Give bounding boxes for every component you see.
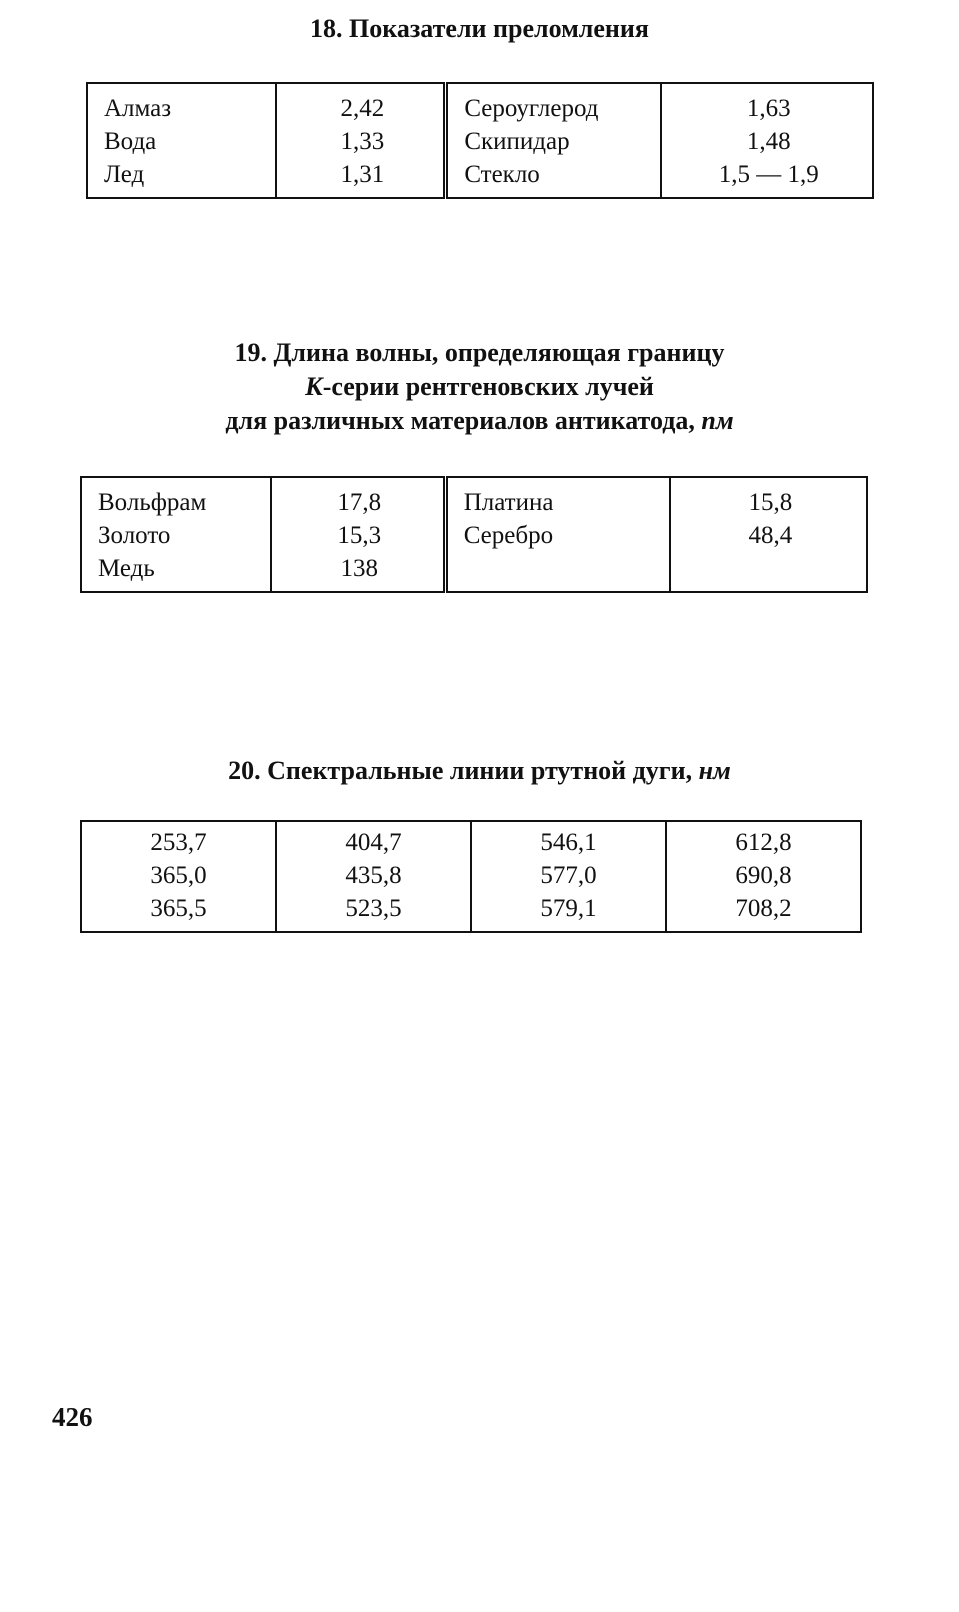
title-text: -серии рентгеновских лучей xyxy=(322,372,654,401)
value: 1,31 xyxy=(340,161,385,188)
wavelength-column xyxy=(276,821,471,932)
material-name: Скипидар xyxy=(464,128,570,155)
page-number: 426 xyxy=(52,1402,93,1432)
value: 690,8 xyxy=(735,862,792,889)
value: 138 xyxy=(340,555,378,582)
value: 1,33 xyxy=(340,128,385,155)
value: 579,1 xyxy=(540,895,597,922)
title-line xyxy=(0,754,959,788)
material-cell xyxy=(445,477,669,592)
material-name: Вода xyxy=(104,128,157,155)
table-18-title: 18. Показатели преломления xyxy=(310,14,649,43)
value: 523,5 xyxy=(345,895,402,922)
title-text: для различных материалов антикатода, xyxy=(225,406,702,435)
value: 1,5 — 1,9 xyxy=(718,161,819,188)
title-line xyxy=(0,404,959,438)
value: 17,8 xyxy=(337,489,382,516)
value: 1,48 xyxy=(746,128,791,155)
table-row xyxy=(81,477,867,592)
value: 1,63 xyxy=(746,95,791,122)
table-19-title xyxy=(0,336,959,438)
table-row xyxy=(81,821,861,932)
table-row xyxy=(87,83,873,198)
mercury-spectral-lines-table xyxy=(80,820,862,933)
value-cell xyxy=(271,477,445,592)
title-line xyxy=(0,370,959,404)
unit-label: нм xyxy=(698,756,731,785)
value: 15,3 xyxy=(337,522,382,549)
wavelength-column xyxy=(81,821,276,932)
wavelength-column xyxy=(666,821,861,932)
title-text: 20. Спектральные линии ртутной дуги, xyxy=(228,756,699,785)
material-name: Вольфрам xyxy=(98,489,207,516)
material-cell xyxy=(446,83,661,198)
material-name: Золото xyxy=(98,522,171,549)
material-cell xyxy=(81,477,271,592)
value: 365,0 xyxy=(150,862,207,889)
value: 365,5 xyxy=(150,895,207,922)
value-cell xyxy=(670,477,867,592)
value: 253,7 xyxy=(150,829,207,856)
value: 435,8 xyxy=(345,862,402,889)
k-letter: К xyxy=(305,372,323,401)
title-line: 19. Длина волны, определяющая границу xyxy=(234,338,725,367)
material-name: Стекло xyxy=(464,161,540,188)
material-name: Лед xyxy=(104,161,145,188)
value: 2,42 xyxy=(340,95,385,122)
material-cell xyxy=(87,83,276,198)
value: 612,8 xyxy=(735,829,792,856)
value-cell xyxy=(661,83,874,198)
material-name: Сероуглерод xyxy=(464,95,599,122)
value: 15,8 xyxy=(748,489,793,516)
value: 404,7 xyxy=(345,829,402,856)
material-name: Серебро xyxy=(463,522,554,549)
wavelength-column xyxy=(471,821,666,932)
refractive-index-table xyxy=(86,82,874,199)
table-20-title xyxy=(0,754,959,788)
value-cell xyxy=(276,83,445,198)
k-series-wavelength-table xyxy=(80,476,868,593)
value: 48,4 xyxy=(748,522,793,549)
material-name: Медь xyxy=(98,555,155,582)
value: 577,0 xyxy=(540,862,597,889)
value: 546,1 xyxy=(540,829,597,856)
value: 708,2 xyxy=(735,895,792,922)
unit-label: пм xyxy=(701,406,734,435)
material-name: Платина xyxy=(463,489,554,516)
material-name: Алмаз xyxy=(104,95,172,122)
